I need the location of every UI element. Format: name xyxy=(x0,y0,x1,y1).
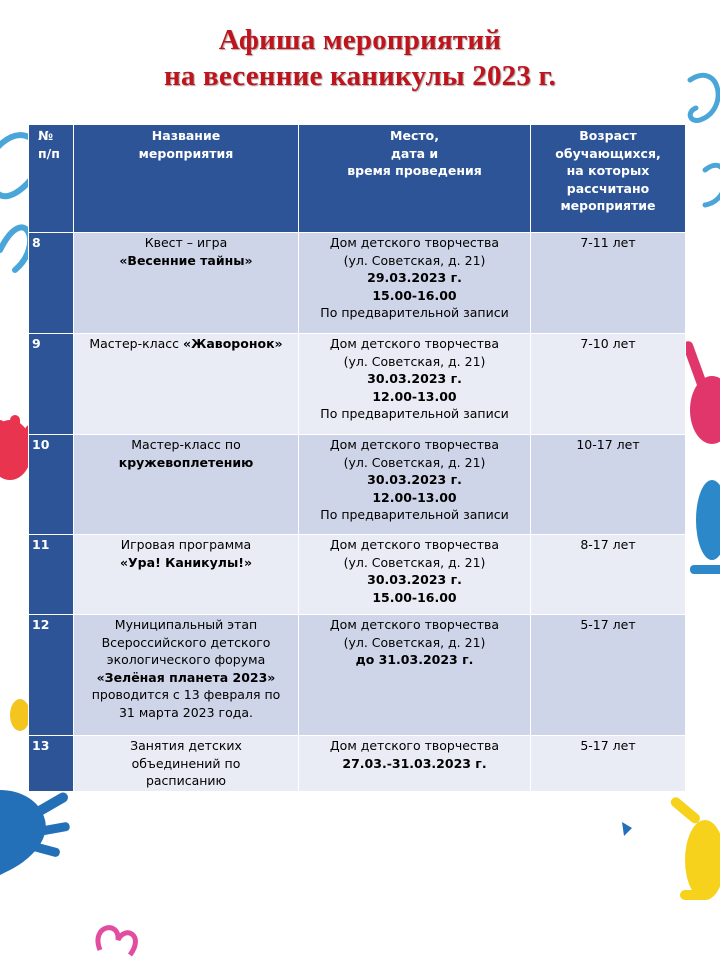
blue-swirl-right xyxy=(690,75,720,205)
table-row xyxy=(29,535,686,615)
event-age: 5-17 лет xyxy=(531,615,686,736)
title-line-1: Афиша мероприятий xyxy=(218,24,502,56)
yellow-hand-bottom-right xyxy=(669,795,720,900)
event-age: 7-10 лет xyxy=(531,334,686,435)
event-place: Дом детского творчества (ул. Советская, д. 21) 30.03.2023 г. 12.00-13.00 По предварительной записи xyxy=(299,435,531,535)
row-num: 8 xyxy=(29,233,74,334)
row-num: 12 xyxy=(29,615,74,736)
event-place: Дом детского творчества (ул. Советская, д. 21) 29.03.2023 г. 15.00-16.00 По предварительной записи xyxy=(299,233,531,334)
row-num: 10 xyxy=(29,435,74,535)
table-header-row xyxy=(29,125,686,233)
pink-heart-bottom xyxy=(98,928,135,955)
event-name: Игровая программа «Ура! Каникулы!» xyxy=(74,535,299,615)
table-row xyxy=(29,615,686,736)
blue-hand-right xyxy=(690,480,720,574)
header-place: Место, дата и время проведения xyxy=(299,125,531,233)
event-place: Дом детского творчества (ул. Советская, д. 21) 30.03.2023 г. 12.00-13.00 По предварительной записи xyxy=(299,334,531,435)
yellow-spot-left xyxy=(10,699,30,731)
header-name: Название мероприятия xyxy=(74,125,299,233)
event-name: Квест – игра «Весенние тайны» xyxy=(74,233,299,334)
blue-hand-bottom-left xyxy=(0,790,70,875)
event-age: 8-17 лет xyxy=(531,535,686,615)
table-row xyxy=(29,435,686,535)
row-num: 11 xyxy=(29,535,74,615)
row-num: 13 xyxy=(29,736,74,792)
event-name: Мастер-класс «Жаворонок» xyxy=(74,334,299,435)
event-place: Дом детского творчества (ул. Советская, д. 21) до 31.03.2023 г. xyxy=(299,615,531,736)
row-num: 9 xyxy=(29,334,74,435)
header-age: Возраст обучающихся, на которых рассчитано мероприятие xyxy=(531,125,686,233)
event-age: 5-17 лет xyxy=(531,736,686,792)
event-place: Дом детского творчества 27.03.-31.03.2023 г. xyxy=(299,736,531,792)
event-age: 10-17 лет xyxy=(531,435,686,535)
header-num: № п/п xyxy=(29,125,74,233)
event-age: 7-11 лет xyxy=(531,233,686,334)
table-row xyxy=(29,233,686,334)
table-row xyxy=(29,736,686,792)
event-place: Дом детского творчества (ул. Советская, д. 21) 30.03.2023 г. 15.00-16.00 xyxy=(299,535,531,615)
event-name: Муниципальный этап Всероссийского детского экологического форума «Зелёная планета 2023» проводится с 13 февраля по 31 марта 2023 года. xyxy=(74,615,299,736)
title-line-2: на весенние каникулы 2023 г. xyxy=(163,60,557,92)
table-row xyxy=(29,334,686,435)
pink-hand-right xyxy=(682,340,720,444)
event-name: Занятия детских объединений по расписанию xyxy=(74,736,299,792)
event-name: Мастер-класс по кружевоплетению xyxy=(74,435,299,535)
events-table xyxy=(28,124,686,792)
blue-drop xyxy=(622,822,632,836)
page-title xyxy=(0,22,720,94)
